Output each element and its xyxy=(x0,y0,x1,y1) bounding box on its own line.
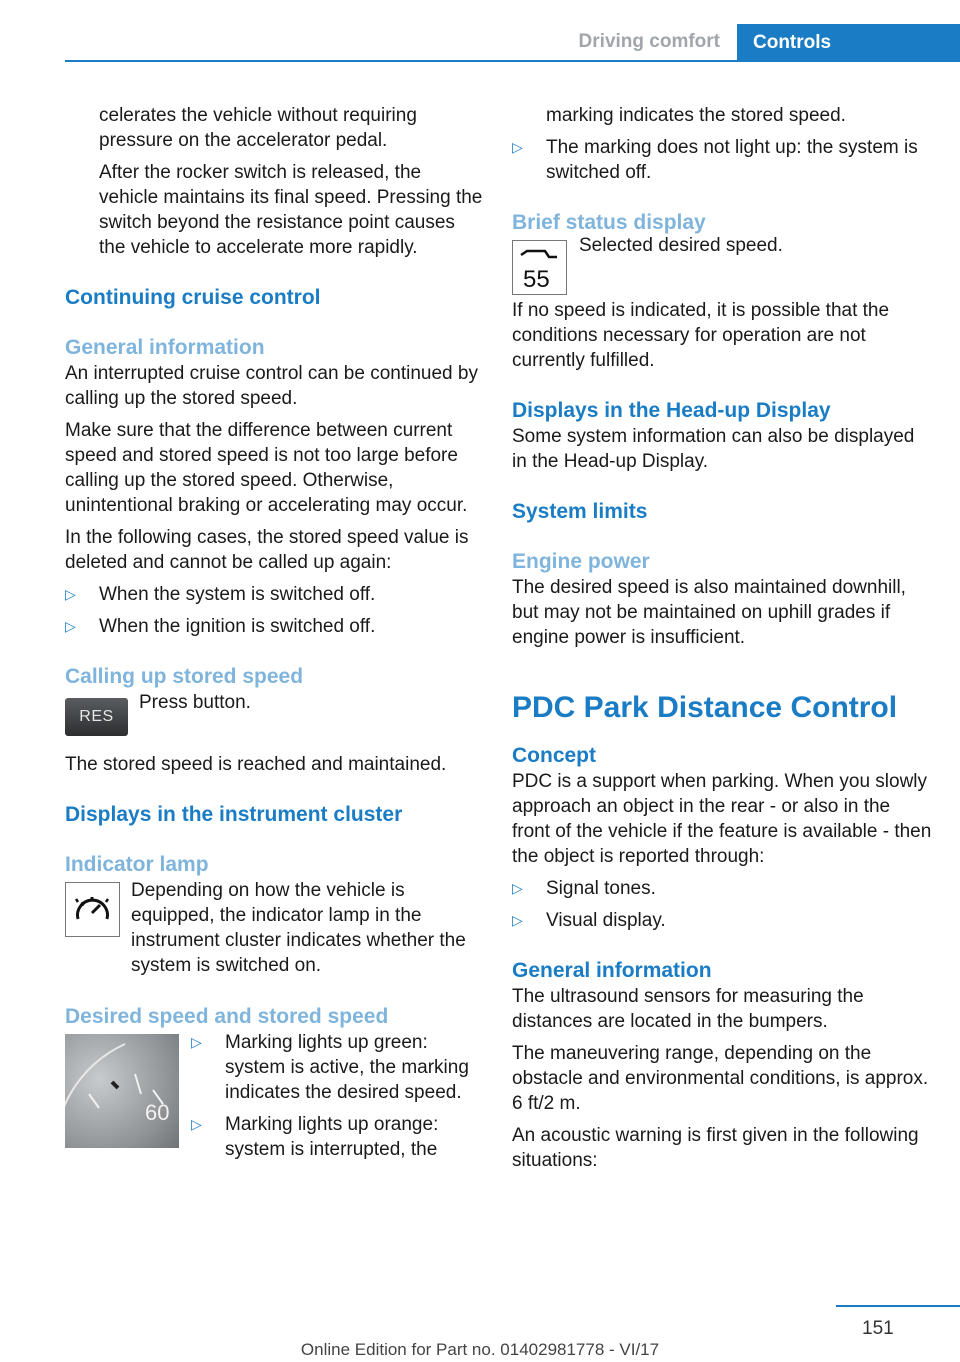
header-tab-controls[interactable]: Controls xyxy=(737,24,960,62)
list-item: ▷ Signal tones. xyxy=(512,878,656,899)
list-item: ▷ Marking lights up green: system is active, the marking indicates the desired speed. xyxy=(191,1032,469,1103)
desired-speed-status-icon xyxy=(512,240,567,295)
paragraph: An acoustic warning is first given in the following situations: xyxy=(512,1125,919,1171)
paragraph: Press button. xyxy=(139,692,251,713)
list-item: ▷ When the ignition is switched off. xyxy=(65,616,376,637)
heading-displays-instrument-cluster: Displays in the instrument cluster xyxy=(65,803,403,826)
paragraph: If no speed is indicated, it is possible that the conditions necessary for operation are not currently fulfilled. xyxy=(512,300,890,371)
paragraph: The desired speed is also maintained downhill, but may not be maintained on uphill grades if engine power is insufficient. xyxy=(512,577,906,648)
paragraph: The ultrasound sensors for measuring the distances are located in the bumpers. xyxy=(512,986,864,1032)
list-item: ▷ When the system is switched off. xyxy=(65,584,376,605)
paragraph: Some system information can also be displayed in the Head-up Display. xyxy=(512,426,915,472)
heading-general-information: General information xyxy=(512,959,712,982)
paragraph-indicator: Depending on how the vehicle is equipped, the indicator lamp in the instrument cluster indicates whether the system is switched on. xyxy=(131,880,466,976)
right-column xyxy=(512,103,932,1180)
list-item: ▷ Visual display. xyxy=(512,910,666,931)
heading-general-information: General information xyxy=(65,336,265,359)
bullet-list-marking xyxy=(191,1030,481,1169)
heading-engine-power: Engine power xyxy=(512,550,650,573)
triangle-bullet-icon: ▷ xyxy=(512,912,523,928)
triangle-bullet-icon: ▷ xyxy=(512,139,523,155)
bullet-list xyxy=(512,876,932,933)
heading-concept: Concept xyxy=(512,744,596,767)
speedometer-image xyxy=(65,1034,179,1148)
res-button-icon: RES xyxy=(65,698,128,736)
speedo-value-label: 60 xyxy=(145,1100,170,1125)
paragraph: celerates the vehicle without requiring pressure on the accelerator pedal. xyxy=(99,105,417,151)
paragraph: Selected desired speed. xyxy=(579,235,783,256)
heading-pdc: PDC Park Distance Control xyxy=(512,691,898,724)
triangle-bullet-icon: ▷ xyxy=(65,586,76,602)
paragraph: Make sure that the difference between current speed and stored speed is not too large before calling up the stored speed. Otherwise, unintentional braking or accelerating may occur. xyxy=(65,420,468,516)
paragraph: The maneuvering range, depending on the obstacle and environmental conditions, is approx. 6 ft/2 m. xyxy=(512,1043,929,1114)
list-item: ▷ Marking lights up orange: system is interrupted, the xyxy=(191,1114,439,1160)
heading-head-up-display: Displays in the Head-up Display xyxy=(512,399,831,422)
left-column xyxy=(65,103,485,1190)
footer-edition: Online Edition for Part no. 01402981778 - VI/17 xyxy=(300,1340,660,1359)
heading-calling-up-stored-speed: Calling up stored speed xyxy=(65,665,304,688)
header-section-title: Driving comfort xyxy=(578,31,720,52)
cruise-control-indicator-icon xyxy=(65,882,120,937)
page-header xyxy=(0,24,960,62)
heading-continuing-cruise-control: Continuing cruise control xyxy=(65,286,321,309)
paragraph: marking indicates the stored speed. xyxy=(546,105,846,126)
paragraph: After the rocker switch is released, the vehicle maintains its final speed. Pressing the switch beyond the resistance point causes the vehicle to accelerate more rapidly. xyxy=(99,162,483,258)
triangle-bullet-icon: ▷ xyxy=(191,1116,202,1132)
header-rule xyxy=(65,60,960,62)
paragraph: In the following cases, the stored speed value is deleted and cannot be called up again: xyxy=(65,527,469,573)
page-number: 151 xyxy=(862,1318,894,1339)
heading-brief-status-display: Brief status display xyxy=(512,211,706,234)
paragraph: PDC is a support when parking. When you slowly approach an object in the rear - or also in the front of the vehicle if the feature is available - then the object is reported through: xyxy=(512,771,932,867)
triangle-bullet-icon: ▷ xyxy=(191,1034,202,1050)
footer-rule xyxy=(836,1305,960,1307)
paragraph: The stored speed is reached and maintained. xyxy=(65,754,447,775)
paragraph: An interrupted cruise control can be continued by calling up the stored speed. xyxy=(65,363,478,409)
triangle-bullet-icon: ▷ xyxy=(65,618,76,634)
bullet-list xyxy=(512,135,932,185)
brief-speed-value: 55 xyxy=(523,266,550,293)
list-item: ▷ The marking does not light up: the system is switched off. xyxy=(512,137,918,183)
heading-desired-stored-speed: Desired speed and stored speed xyxy=(65,1005,389,1028)
heading-system-limits: System limits xyxy=(512,500,648,523)
bullet-list xyxy=(65,582,485,639)
heading-indicator-lamp: Indicator lamp xyxy=(65,853,209,876)
triangle-bullet-icon: ▷ xyxy=(512,880,523,896)
